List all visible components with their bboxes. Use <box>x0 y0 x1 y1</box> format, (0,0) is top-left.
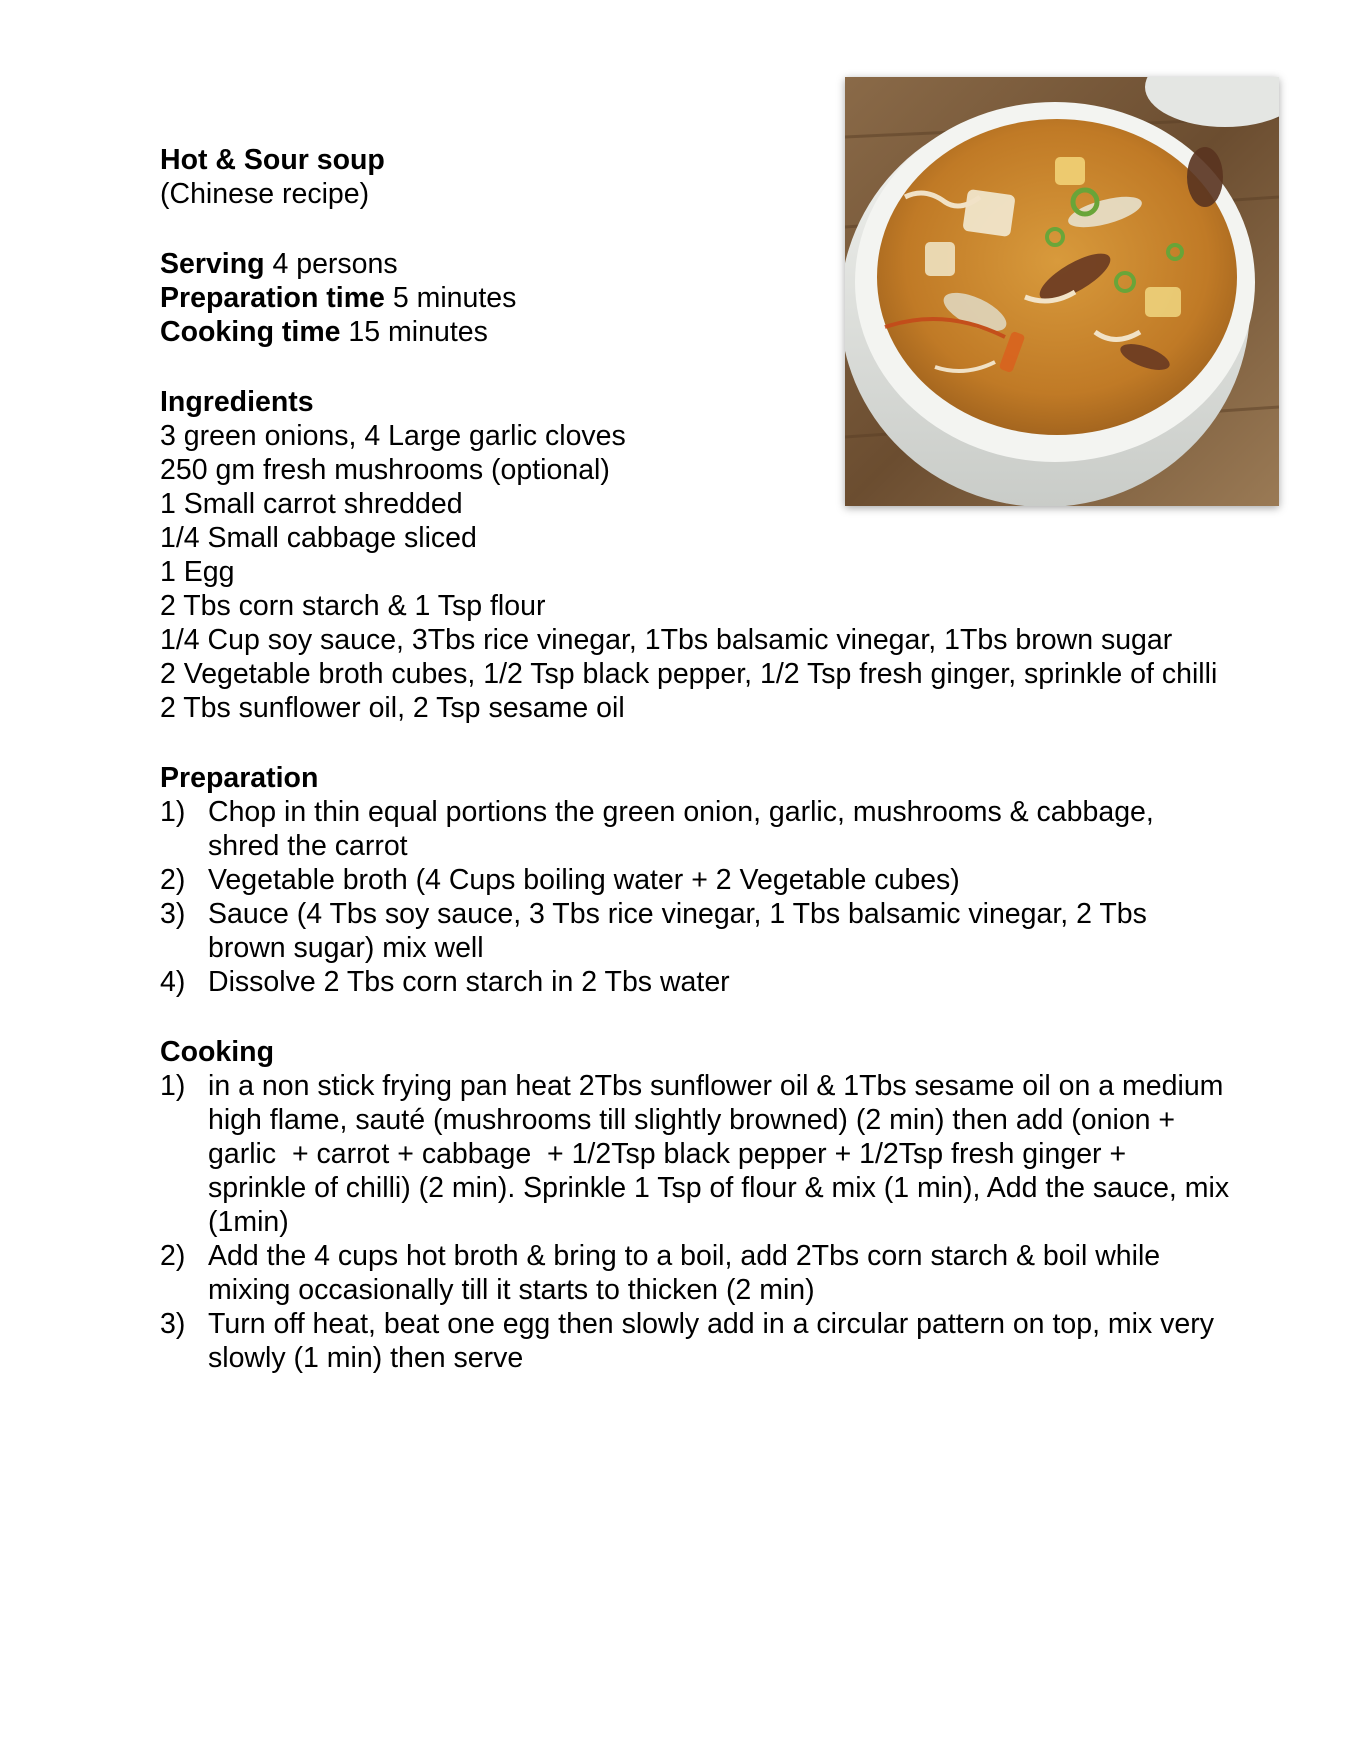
cook-time-line <box>160 315 1230 349</box>
ingredient-item: 1 Small carrot shredded <box>160 488 463 520</box>
preparation-step <box>160 965 1230 999</box>
cook-time-label: Cooking time <box>160 316 341 348</box>
cooking-step <box>160 1239 1230 1307</box>
cook-time-value: 15 minutes <box>340 316 488 348</box>
recipe-content <box>160 143 1238 1375</box>
prep-time-line <box>160 281 1230 315</box>
step-number: 1) <box>160 1070 186 1102</box>
prep-time-label: Preparation time <box>160 282 385 314</box>
ingredient-item: 1/4 Cup soy sauce, 3Tbs rice vinegar, 1Tbs balsamic vinegar, 1Tbs brown sugar <box>160 624 1173 656</box>
recipe-subtitle: (Chinese recipe) <box>160 178 370 210</box>
cooking-step <box>160 1069 1238 1239</box>
preparation-step <box>160 897 1230 965</box>
ingredient-item: 1/4 Small cabbage sliced <box>160 522 477 554</box>
ingredient-item: 250 gm fresh mushrooms (optional) <box>160 454 610 486</box>
cooking-step <box>160 1307 1230 1375</box>
preparation-step <box>160 863 1230 897</box>
ingredients-heading: Ingredients <box>160 386 314 418</box>
step-number: 4) <box>160 966 186 998</box>
preparation-step <box>160 795 1230 863</box>
ingredient-item: 1 Egg <box>160 556 235 588</box>
recipe-title: Hot & Sour soup <box>160 144 385 176</box>
step-number: 3) <box>160 1308 186 1340</box>
step-text: Vegetable broth (4 Cups boiling water + 2 Vegetable cubes) <box>208 864 960 896</box>
preparation-heading: Preparation <box>160 762 319 794</box>
serving-line <box>160 247 1230 281</box>
step-text: Dissolve 2 Tbs corn starch in 2 Tbs water <box>208 966 730 998</box>
ingredient-item: 2 Vegetable broth cubes, 1/2 Tsp black pepper, 1/2 Tsp fresh ginger, sprinkle of chilli <box>160 658 1218 690</box>
prep-time-value: 5 minutes <box>384 282 517 314</box>
serving-value: 4 persons <box>264 248 398 280</box>
step-text: Add the 4 cups hot broth & bring to a boil, add 2Tbs corn starch & boil while mixing occasionally till it starts to thicken (2 min) <box>208 1240 1161 1306</box>
ingredient-item: 2 Tbs corn starch & 1 Tsp flour <box>160 590 546 622</box>
step-text: in a non stick frying pan heat 2Tbs sunflower oil & 1Tbs sesame oil on a medium high flame, sauté (mushrooms till slightly browned) (2 min) then add (onion + garlic + carrot + cabbage + 1/2Tsp black pepper + 1/2Tsp fresh ginger + sprinkle of chilli) (2 min). Sprinkle 1 Tsp of flour & mix (1 min), Add the sauce, mix (1min) <box>208 1070 1238 1238</box>
ingredient-item: 2 Tbs sunflower oil, 2 Tsp sesame oil <box>160 692 625 724</box>
step-text: Turn off heat, beat one egg then slowly add in a circular pattern on top, mix very slowly (1 min) then serve <box>208 1308 1214 1374</box>
step-text: Chop in thin equal portions the green onion, garlic, mushrooms & cabbage, shred the carrot <box>208 796 1154 862</box>
serving-label: Serving <box>160 248 265 280</box>
cooking-heading: Cooking <box>160 1036 274 1068</box>
step-number: 1) <box>160 796 186 828</box>
ingredient-item: 3 green onions, 4 Large garlic cloves <box>160 420 626 452</box>
preparation-steps <box>160 795 1230 999</box>
cooking-steps <box>160 1069 1238 1375</box>
step-number: 2) <box>160 1240 186 1272</box>
step-number: 2) <box>160 864 186 896</box>
step-text: Sauce (4 Tbs soy sauce, 3 Tbs rice vinegar, 1 Tbs balsamic vinegar, 2 Tbs brown sugar) mix well <box>208 898 1147 964</box>
step-number: 3) <box>160 898 186 930</box>
